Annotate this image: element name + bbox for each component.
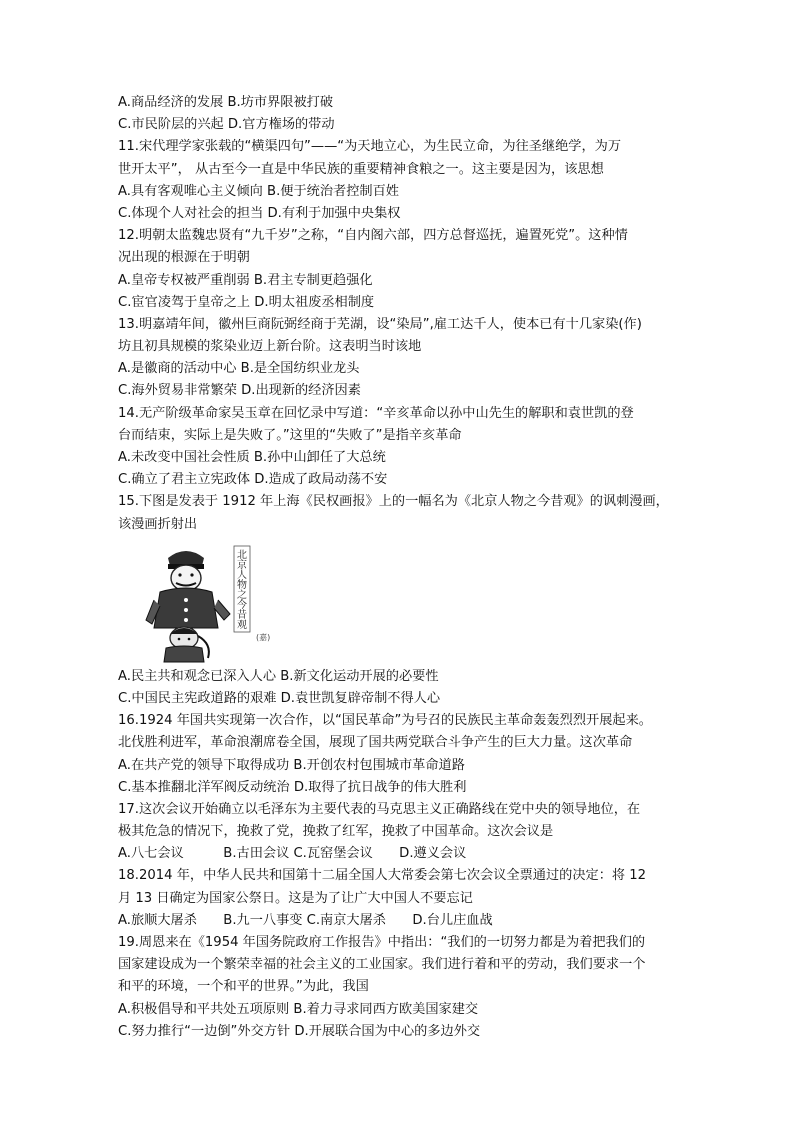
option-line: A.民主共和观念已深入人心 B.新文化运动开展的必要性 [118, 668, 439, 684]
option-line: C.市民阶层的兴起 D.官方権场的带动 [118, 117, 335, 133]
question-stem-line: 国家建设成为一个繁荣幸福的社会主义的工业国家。我们进行着和平的劳动，我们要求一个 [118, 957, 646, 973]
question-stem-line: 11.宋代理学家张载的“横渠四句”——“为天地立心，为生民立命，为往圣继绝学，为万 [118, 139, 622, 155]
question-stem-line: 14.无产阶级革命家吴玉章在回忆录中写道：“辛亥革命以孙中山先生的解职和袁世凯的登 [118, 405, 634, 421]
option-line: C.体现个人对社会的担当 D.有利于加强中央集权 [118, 205, 401, 221]
cartoon-image [138, 540, 271, 664]
option-line: C.基本推翻北洋军阀反动统治 D.取得了抗日战争的伟大胜利 [118, 779, 467, 795]
question-stem-line: 18.2014 年，中华人民共和国第十二届全国人大常委会第七次会议全票通过的决定：将 12 [118, 868, 647, 884]
question-stem-line: 月 13 日确定为国家公祭日。这是为了让广大中国人不要忘记 [118, 890, 473, 906]
question-stem-line: 15.下图是发表于 1912 年上海《民权画报》上的一幅名为《北京人物之今昔观》的讽刺漫画， [118, 494, 669, 510]
option-line: A.商品经济的发展 B.坊市界限被打破 [118, 95, 334, 110]
cartoon-figure [118, 536, 688, 666]
option-line: A.皇帝专权被严重削弱 B.君主专制更趋强化 [118, 272, 373, 288]
option-line: C.中国民主宪政道路的艰难 D.袁世凯复辟帝制不得人心 [118, 690, 441, 706]
question-stem-line: 13.明嘉靖年间，徽州巨商阮弼经商于芜湖，设“染局”,雇工达千人，使本已有十几家染(作) [118, 316, 642, 332]
cartoon-caption-char: 北京人物之今昔观 [237, 549, 247, 631]
question-stem-line: 世开太平”， 从古至今一直是中华民族的重要精神食粮之一。这主要是因为，该思想 [118, 161, 604, 177]
question-stem-line: 极其危急的情况下，挽救了党，挽救了红军，挽救了中国革命。这次会议是 [118, 824, 554, 840]
option-line: A.是徽商的活动中心 B.是全国纺织业龙头 [118, 361, 360, 377]
question-stem-line: 坊且初具规模的浆染业迈上新台阶。这表明当时该地 [118, 339, 422, 355]
option-line: A.八七会议 B.古田会议 C.瓦窑堡会议 D.遵义会议 [118, 846, 467, 862]
exam-content [118, 92, 688, 1043]
question-stem-line: 该漫画折射出 [118, 516, 198, 532]
question-stem-line: 19.周恩来在《1954 年国务院政府工作报告》中指出：“我们的一切努力都是为着把我们的 [118, 935, 646, 950]
option-line: A.具有客观唯心主义倾向 B.便于统治者控制百姓 [118, 183, 399, 199]
question-stem-line: 台而结束，实际上是失败了。”这里的“失败了”是指辛亥革命 [118, 427, 462, 443]
option-line: A.未改变中国社会性质 B.孙中山卸任了大总统 [118, 450, 386, 465]
option-line: C.努力推行“一边倒”外交方针 D.开展联合国为中心的多边外交 [118, 1023, 481, 1039]
question-stem-line: 和平的环境，一个和平的世界。”为此，我国 [118, 979, 369, 995]
option-line: C.宦官凌驾于皇帝之上 D.明太祖废丞相制度 [118, 294, 375, 310]
option-line: C.海外贸易非常繁荣 D.出现新的经济因素 [118, 383, 361, 399]
option-line: A.积极倡导和平共处五项原则 B.着力寻求同西方欧美国家建交 [118, 1001, 479, 1017]
option-line: A.在共产党的领导下取得成功 B.开创农村包围城市革命道路 [118, 757, 465, 773]
option-line: A.旅顺大屠杀 B.九一八事变 C.南京大屠杀 D.台儿庄血战 [118, 912, 493, 928]
cartoon-signature: (嘉) [256, 632, 271, 642]
question-stem-line: 16.1924 年国共实现第一次合作，以“国民革命”为号召的民族民主革命轰轰烈烈开展起来。 [118, 713, 652, 729]
question-stem-line: 北伐胜利进军，革命浪潮席卷全国，展现了国共两党联合斗争产生的巨大力量。这次革命 [118, 735, 633, 751]
question-stem-line: 12.明朝太监魏忠贤有“九千岁”之称，“自内阁六部，四方总督巡抚，遍置死党”。这种情 [118, 228, 628, 244]
question-stem-line: 况出现的根源在于明朝 [118, 250, 250, 266]
option-line: C.确立了君主立宪政体 D.造成了政局动荡不安 [118, 472, 388, 488]
question-stem-line: 17.这次会议开始确立以毛泽东为主要代表的马克思主义正确路线在党中央的领导地位，在 [118, 801, 641, 817]
